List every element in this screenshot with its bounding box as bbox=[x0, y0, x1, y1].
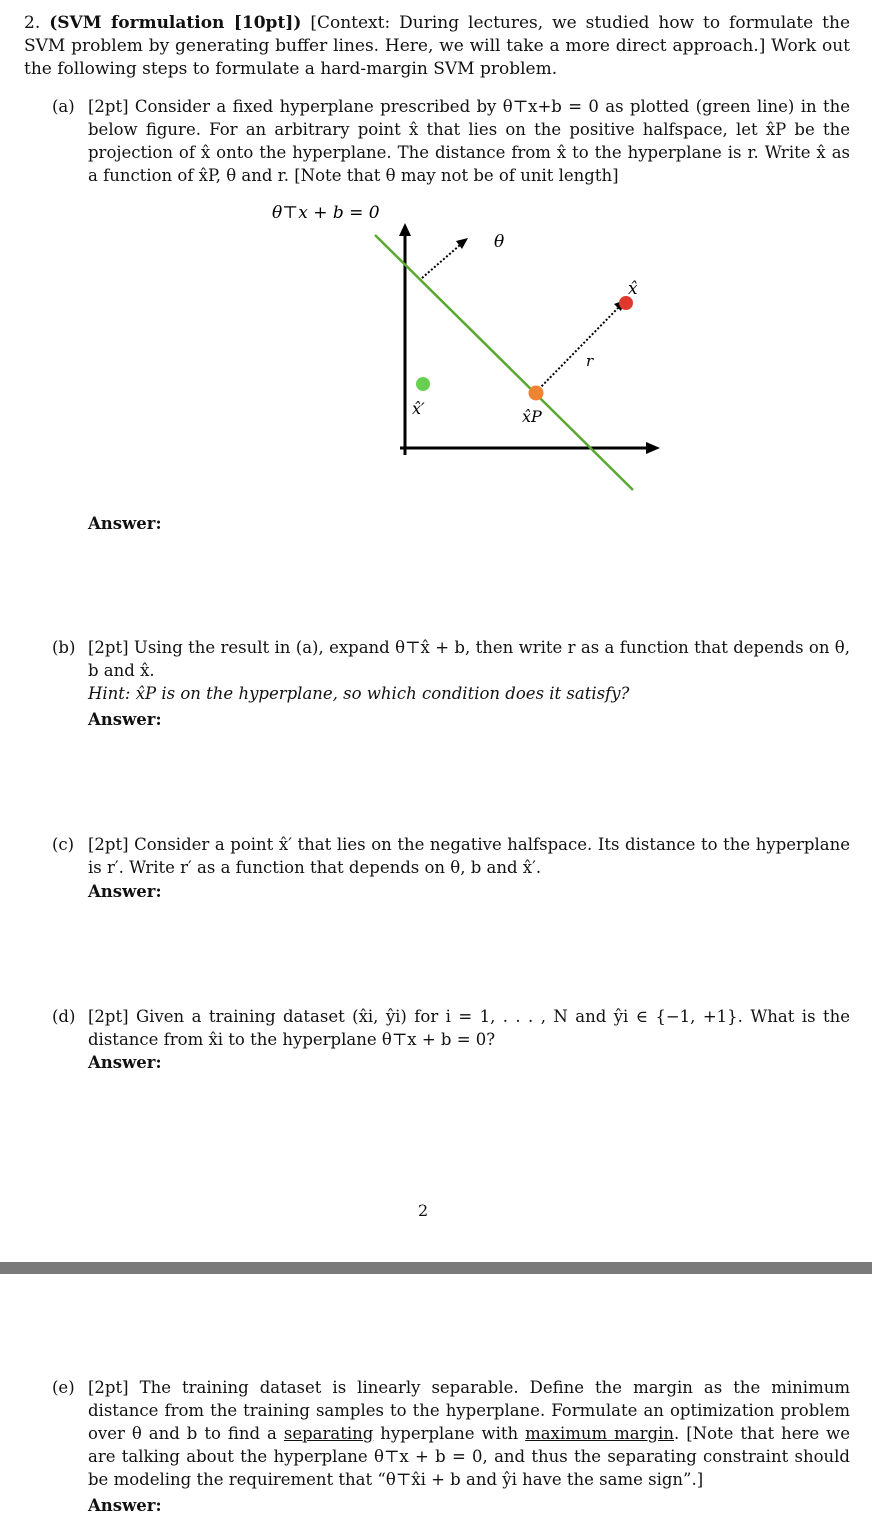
x-hat-label: x̂ bbox=[628, 279, 638, 299]
part-a-answer-label: Answer: bbox=[88, 514, 162, 533]
part-e bbox=[52, 1376, 850, 1491]
x-hat-prime-label: x̂′ bbox=[412, 399, 425, 418]
part-e-text bbox=[88, 1376, 850, 1491]
question-number: 2. bbox=[24, 13, 41, 33]
x-hat-p-point bbox=[529, 386, 544, 401]
part-c-label: (c) bbox=[52, 835, 75, 854]
part-e-text-2: hyperplane with bbox=[373, 1424, 526, 1443]
part-e-separating: separating bbox=[283, 1424, 374, 1443]
part-e-label: (e) bbox=[52, 1378, 75, 1397]
part-d-text: [2pt] Given a training dataset (x̂i, ŷi) for i = 1, . . . , N and ŷi ∈ {−1, +1}. What is the distance from x̂i to the hyperplane θ⊤x + b = 0? bbox=[88, 1007, 850, 1049]
part-c-text: [2pt] Consider a point x̂′ that lies on the negative halfspace. Its distance to the hyperplane is r′. Write r′ as a function that depends on θ, b and x̂′. bbox=[88, 835, 850, 877]
page-number: 2 bbox=[418, 1201, 429, 1220]
part-b-text: [2pt] Using the result in (a), expand θ⊤x̂ + b, then write r as a function that depends on θ, b and x̂. bbox=[88, 638, 850, 680]
part-e-text-1: [2pt] The training dataset is linearly separable. Define the margin as the minimum distance from the training samples to the hyperplane. Formulate an optimization problem over θ and b to find a bbox=[88, 1378, 850, 1443]
r-distance-vector bbox=[536, 308, 618, 392]
y-axis-arrowhead bbox=[399, 223, 411, 236]
part-b-hint: Hint: x̂P is on the hyperplane, so which condition does it satisfy? bbox=[88, 684, 630, 703]
question-intro: [Context: During lectures, we studied how to formulate the SVM problem by generating buffer lines. Here, we will take a more direct approach.] Work out the following steps to formulate a hard-margin SVM problem. bbox=[24, 13, 851, 79]
question-title: (SVM formulation [10pt]) bbox=[49, 13, 302, 33]
part-c bbox=[52, 833, 850, 879]
r-label: r bbox=[586, 352, 594, 370]
part-a-text: [2pt] Consider a fixed hyperplane prescribed by θ⊤x+b = 0 as plotted (green line) in the below figure. For an arbitrary point x̂ that lies on the positive halfspace, let x̂P be the projection of x̂ onto the hyperplane. The distance from x̂ to the hyperplane is r. Write x̂ as a function of x̂P, θ and r. [Note that θ may not be of unit length] bbox=[88, 97, 850, 185]
part-a-label: (a) bbox=[52, 97, 75, 116]
part-d-label: (d) bbox=[52, 1007, 76, 1026]
x-axis-arrowhead bbox=[646, 442, 660, 454]
part-a bbox=[52, 95, 850, 187]
part-d-answer-label: Answer: bbox=[88, 1053, 162, 1072]
theta-vector bbox=[422, 245, 460, 278]
part-c-answer-label: Answer: bbox=[88, 882, 162, 901]
theta-arrowhead bbox=[456, 238, 468, 249]
hyperplane-line bbox=[375, 235, 633, 490]
x-hat-prime-point bbox=[416, 377, 430, 391]
part-e-maximum-margin: maximum margin bbox=[525, 1424, 674, 1443]
part-b-label: (b) bbox=[52, 638, 76, 657]
part-e-text-3: . [Note that here we are talking about the hyperplane θ⊤x + b = 0, and thus the separating constraint should be modeling the requirement that “θ⊤x̂i + b and ŷi have the same sign”.] bbox=[88, 1424, 850, 1489]
svm-hyperplane-figure bbox=[250, 190, 670, 500]
hyperplane-equation-label: θ⊤x + b = 0 bbox=[272, 203, 380, 223]
page-break-divider bbox=[0, 1262, 872, 1274]
part-b-answer-label: Answer: bbox=[88, 710, 162, 729]
theta-label: θ bbox=[494, 232, 505, 252]
question-header bbox=[24, 12, 850, 81]
part-b bbox=[52, 636, 850, 705]
part-d bbox=[52, 1005, 850, 1051]
x-hat-p-label: x̂P bbox=[522, 407, 542, 426]
part-e-answer-label: Answer: bbox=[88, 1496, 162, 1515]
